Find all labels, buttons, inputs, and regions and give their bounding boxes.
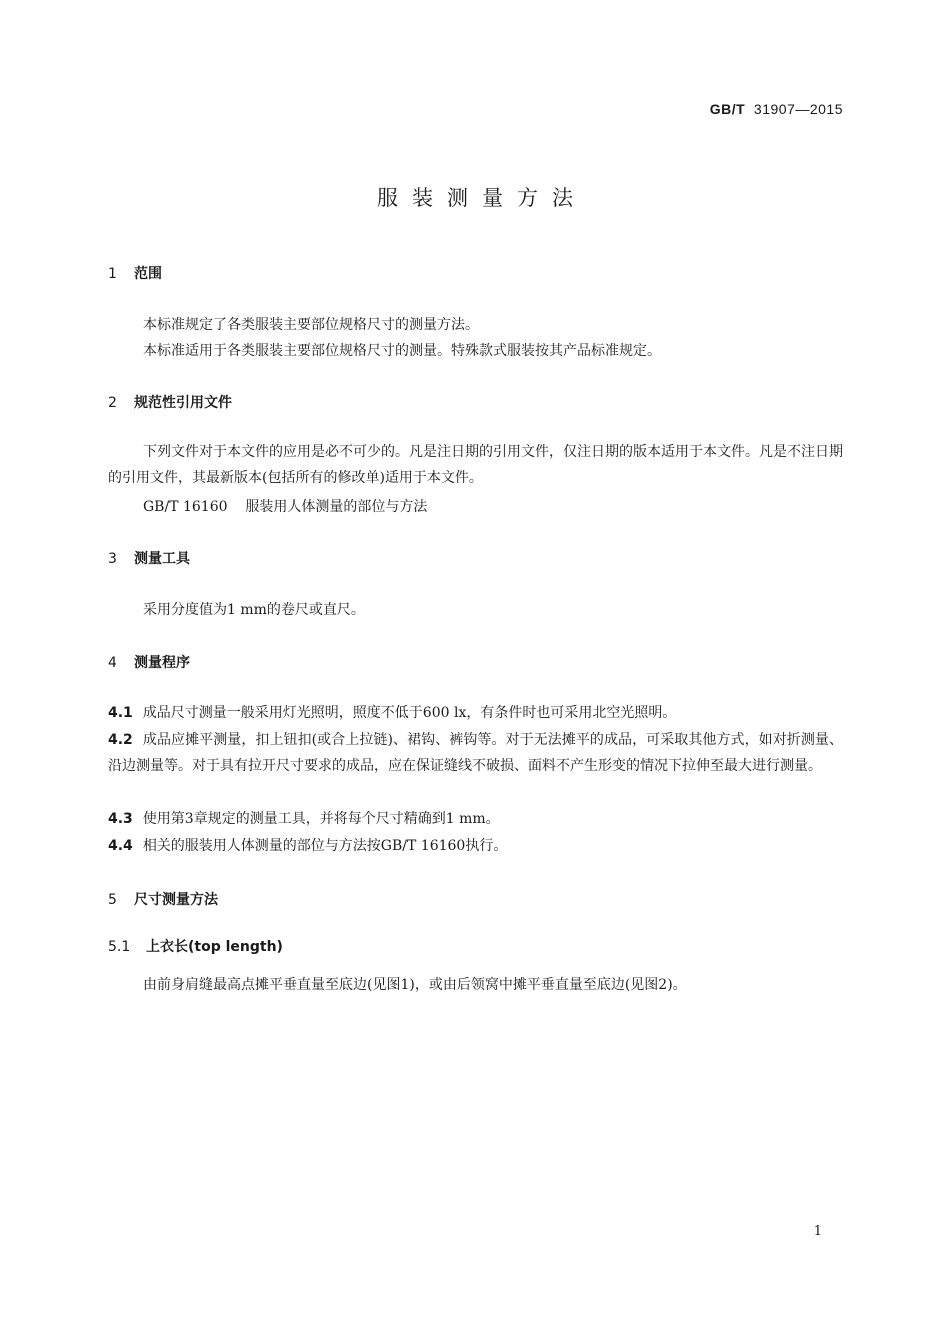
subsection-5-1-para-1: 由前身肩缝最高点摊平垂直量至底边(见图1)，或由后领窝中摊平垂直量至底边(见图2)。 (143, 977, 687, 993)
section-3-heading (108, 548, 190, 568)
standard-prefix: GB/T (709, 101, 746, 117)
clause-number: 4.1 (108, 705, 133, 721)
subsection-number: 5.1 (108, 939, 131, 955)
clause-4-1 (108, 700, 843, 726)
section-number: 5 (108, 892, 117, 908)
standard-code (710, 101, 843, 117)
clause-4-4 (108, 833, 843, 859)
clause-text: 成品尺寸测量一般采用灯光照明，照度不低于600 lx，有条件时也可采用北空光照明。 (142, 705, 677, 721)
clause-text: 相关的服装用人体测量的部位与方法按GB/T 16160执行。 (142, 838, 508, 854)
section-3-para-1: 采用分度值为1 mm的卷尺或直尺。 (143, 602, 365, 618)
section-number: 2 (108, 395, 117, 411)
clause-4-3 (108, 806, 843, 832)
clause-text: 使用第3章规定的测量工具，并将每个尺寸精确到1 mm。 (142, 811, 500, 827)
section-title: 测量程序 (134, 655, 190, 671)
section-title: 尺寸测量方法 (134, 892, 218, 908)
section-title: 测量工具 (134, 551, 190, 567)
subsection-title: 上衣长(top length) (146, 939, 283, 955)
section-number: 3 (108, 551, 117, 567)
clause-text: 成品应摊平测量，扣上钮扣(或合上拉链)、裙钩、裤钩等。对于无法摊平的成品，可采取其他方式，如对折测量、沿边测量等。对于具有拉开尺寸要求的成品，应在保证缝线不破损、面料不产生形变的情况下拉伸至最大进行测量。 (108, 732, 843, 774)
section-number: 1 (108, 266, 117, 282)
section-number: 4 (108, 655, 117, 671)
clause-number: 4.3 (108, 811, 133, 827)
section-1-heading (108, 263, 162, 283)
section-2-heading (108, 392, 232, 412)
section-5-heading (108, 889, 218, 909)
clause-4-2 (108, 727, 843, 779)
subsection-5-1-heading (108, 936, 283, 956)
section-1-para-1: 本标准规定了各类服装主要部位规格尺寸的测量方法。 (143, 317, 479, 333)
standard-number: 31907—2015 (753, 101, 843, 117)
clause-number: 4.4 (108, 838, 133, 854)
section-4-heading (108, 652, 190, 672)
section-2-para-1: 下列文件对于本文件的应用是必不可少的。凡是注日期的引用文件，仅注日期的版本适用于本文件。凡是不注日期的引用文件，其最新版本(包括所有的修改单)适用于本文件。 (108, 444, 843, 486)
reference-code: GB/T 16160 (143, 499, 228, 515)
section-title: 范围 (134, 266, 162, 282)
reference-title: 服装用人体测量的部位与方法 (245, 499, 428, 515)
section-title: 规范性引用文件 (134, 395, 232, 411)
page-number: 1 (813, 1224, 822, 1239)
section-1-para-2: 本标准适用于各类服装主要部位规格尺寸的测量。特殊款式服装按其产品标准规定。 (143, 343, 661, 359)
normative-reference (143, 496, 427, 516)
clause-number: 4.2 (108, 732, 133, 748)
document-title: 服装测量方法 (377, 186, 587, 210)
